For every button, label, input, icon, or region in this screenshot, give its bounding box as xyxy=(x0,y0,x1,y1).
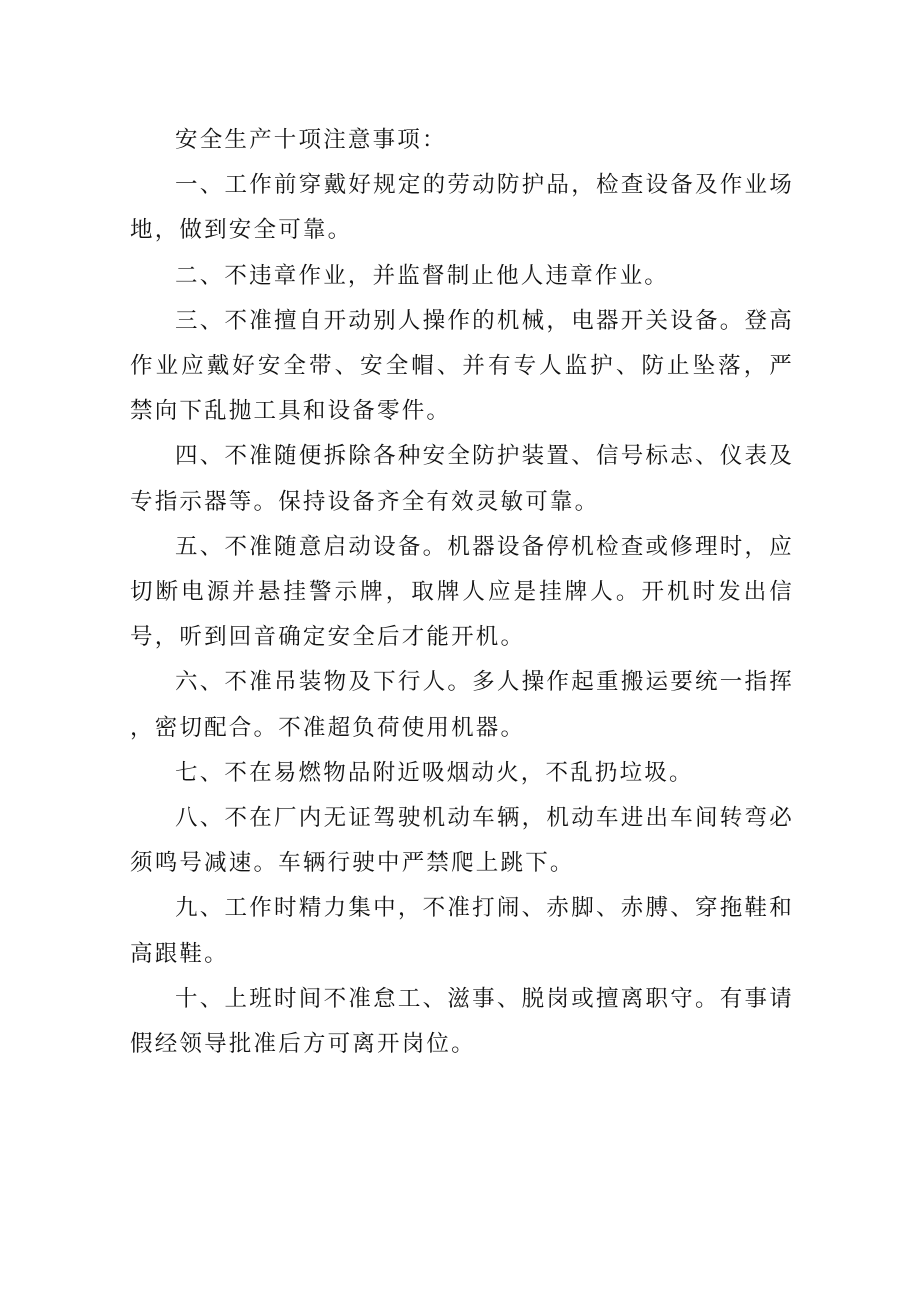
rule-item-9: 九、工作时精力集中，不准打闹、赤脚、赤膊、穿拖鞋和高跟鞋。 xyxy=(130,895,794,967)
rule-item-6: 六、不准吊装物及下行人。多人操作起重搬运要统一指挥，密切配合。不准超负荷使用机器。 xyxy=(130,669,794,741)
rule-item-3: 三、不准擅自开动别人操作的机械，电器开关设备。登高作业应戴好安全带、安全帽、并有专人监护、防止坠落，严禁向下乱抛工具和设备零件。 xyxy=(130,307,794,425)
rule-item-8: 八、不在厂内无证驾驶机动车辆，机动车进出车间转弯必须鸣号减速。车辆行驶中严禁爬上跳下。 xyxy=(130,805,794,877)
rule-item-5: 五、不准随意启动设备。机器设备停机检查或修理时，应切断电源并悬挂警示牌，取牌人应是挂牌人。开机时发出信号，听到回音确定安全后才能开机。 xyxy=(130,533,794,651)
rule-item-7: 七、不在易燃物品附近吸烟动火，不乱扔垃圾。 xyxy=(175,759,694,786)
rule-item-10: 十、上班时间不准怠工、滋事、脱岗或擅离职守。有事请假经领导批准后方可离开岗位。 xyxy=(130,985,794,1058)
document-body xyxy=(130,118,794,1067)
rule-item-1: 一、工作前穿戴好规定的劳动防护品，检查设备及作业场地，做到安全可靠。 xyxy=(130,172,794,244)
rule-item-4: 四、不准随便拆除各种安全防护装置、信号标志、仪表及专指示器等。保持设备齐全有效灵敏可靠。 xyxy=(130,443,794,515)
rule-item-2: 二、不违章作业，并监督制止他人违章作业。 xyxy=(175,262,670,289)
document-heading: 安全生产十项注意事项： xyxy=(175,127,447,153)
